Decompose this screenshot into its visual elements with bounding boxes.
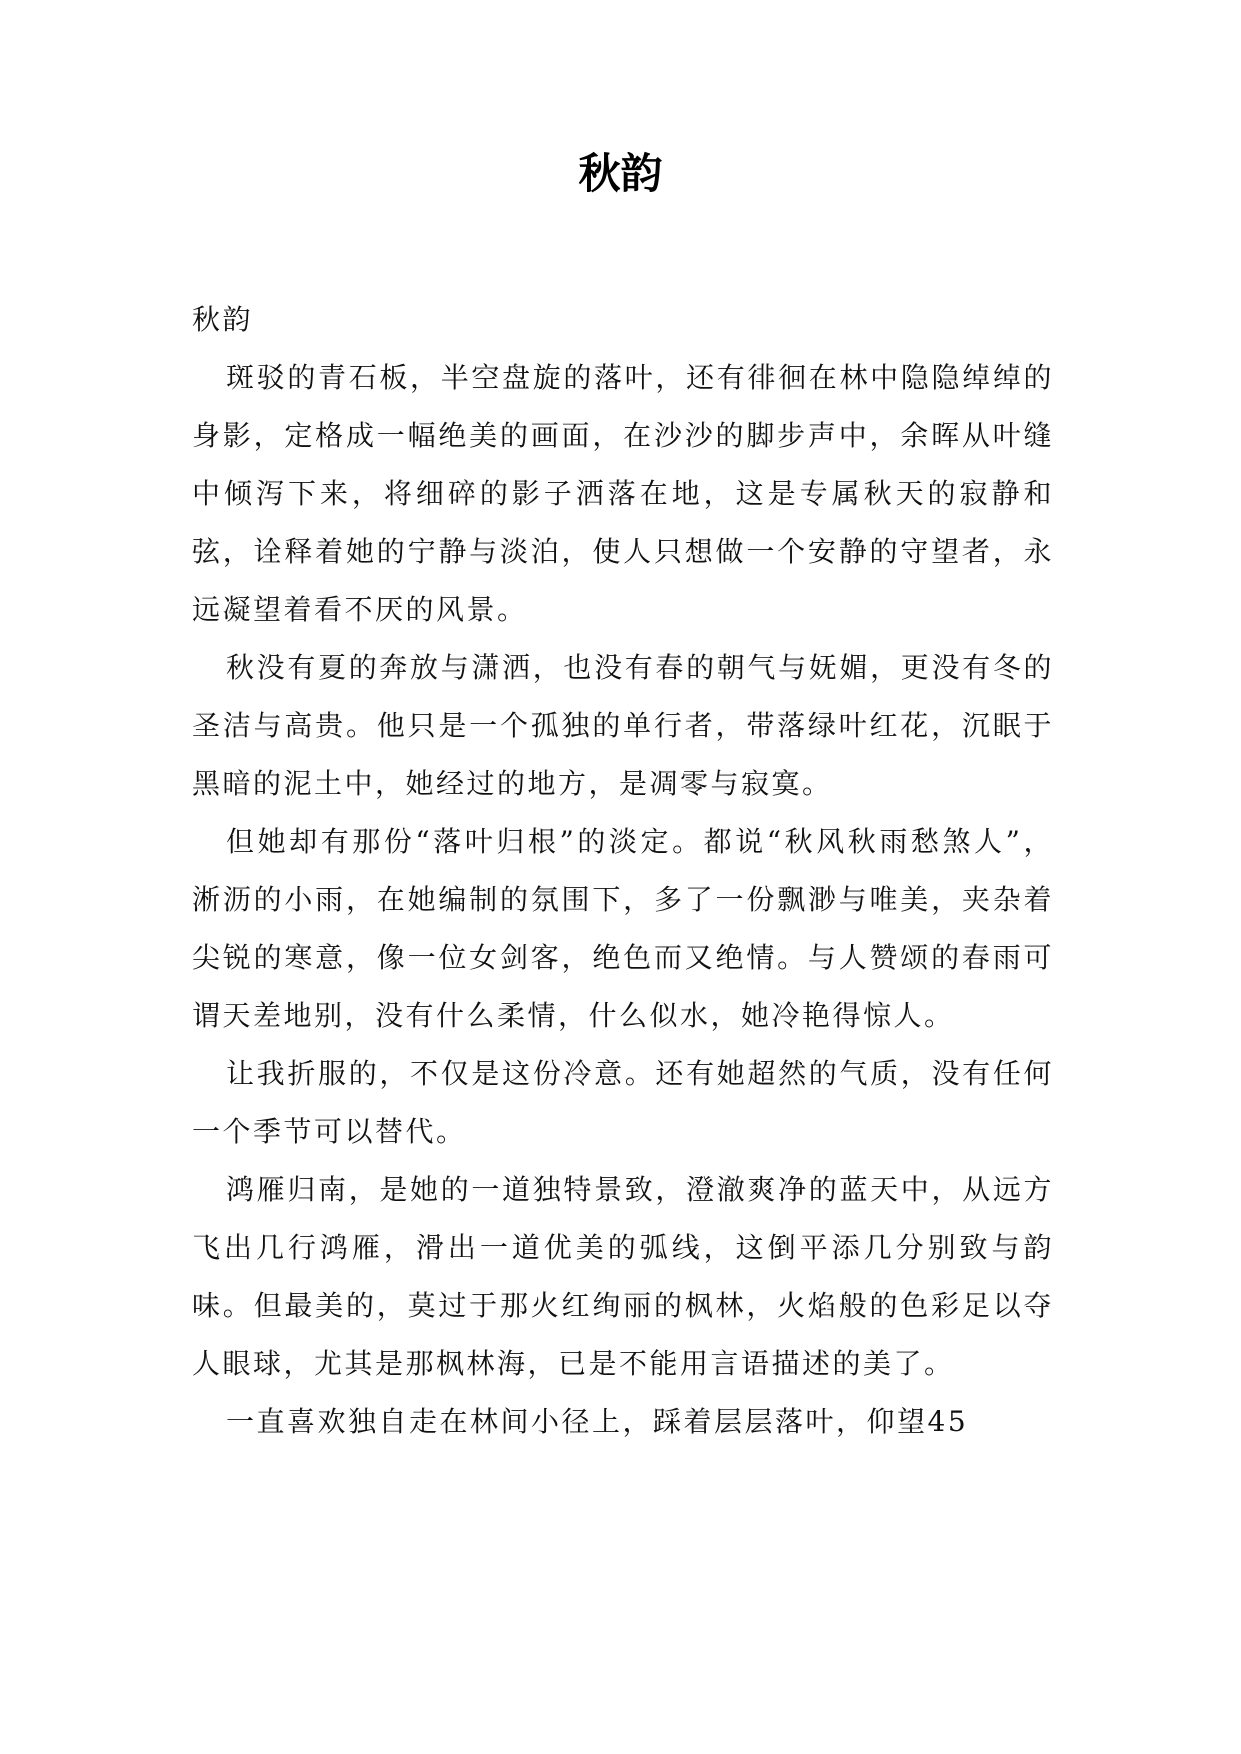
document-title: 秋韵: [578, 149, 663, 198]
paragraph-2: 秋没有夏的奔放与潇洒，也没有春的朝气与妩媚，更没有冬的圣洁与高贵。他只是一个孤独的单行者，带落绿叶红花，沉眠于黑暗的泥土中，她经过的地方，是凋零与寂寞。: [192, 651, 1054, 800]
document-subtitle: 秋韵: [192, 303, 254, 336]
paragraph-1: 斑驳的青石板，半空盘旋的落叶，还有徘徊在林中隐隐绰绰的身影，定格成一幅绝美的画面，在沙沙的脚步声中，余晖从叶缝中倾泻下来，将细碎的影子洒落在地，这是专属秋天的寂静和弦，诠释着她的宁静与淡泊，使人只想做一个安静的守望者，永远凝望着看不厌的风景。: [192, 361, 1054, 626]
document-body: [192, 291, 1054, 1451]
paragraph-4: 让我折服的，不仅是这份冷意。还有她超然的气质，没有任何一个季节可以替代。: [192, 1057, 1054, 1148]
paragraph-3: 但她却有那份“落叶归根”的淡定。都说“秋风秋雨愁煞人”，淅沥的小雨，在她编制的氛围下，多了一份飘渺与唯美，夹杂着尖锐的寒意，像一位女剑客，绝色而又绝情。与人赞颂的春雨可谓天差地别，没有什么柔情，什么似水，她冷艳得惊人。: [192, 825, 1054, 1032]
paragraph-5: 鸿雁归南，是她的一道独特景致，澄澈爽净的蓝天中，从远方飞出几行鸿雁，滑出一道优美的弧线，这倒平添几分别致与韵味。但最美的，莫过于那火红绚丽的枫林，火焰般的色彩足以夺人眼球，尤其是那枫林海，已是不能用言语描述的美了。: [192, 1173, 1054, 1380]
paragraph-6: 一直喜欢独自走在林间小径上，踩着层层落叶，仰望45: [226, 1405, 969, 1438]
